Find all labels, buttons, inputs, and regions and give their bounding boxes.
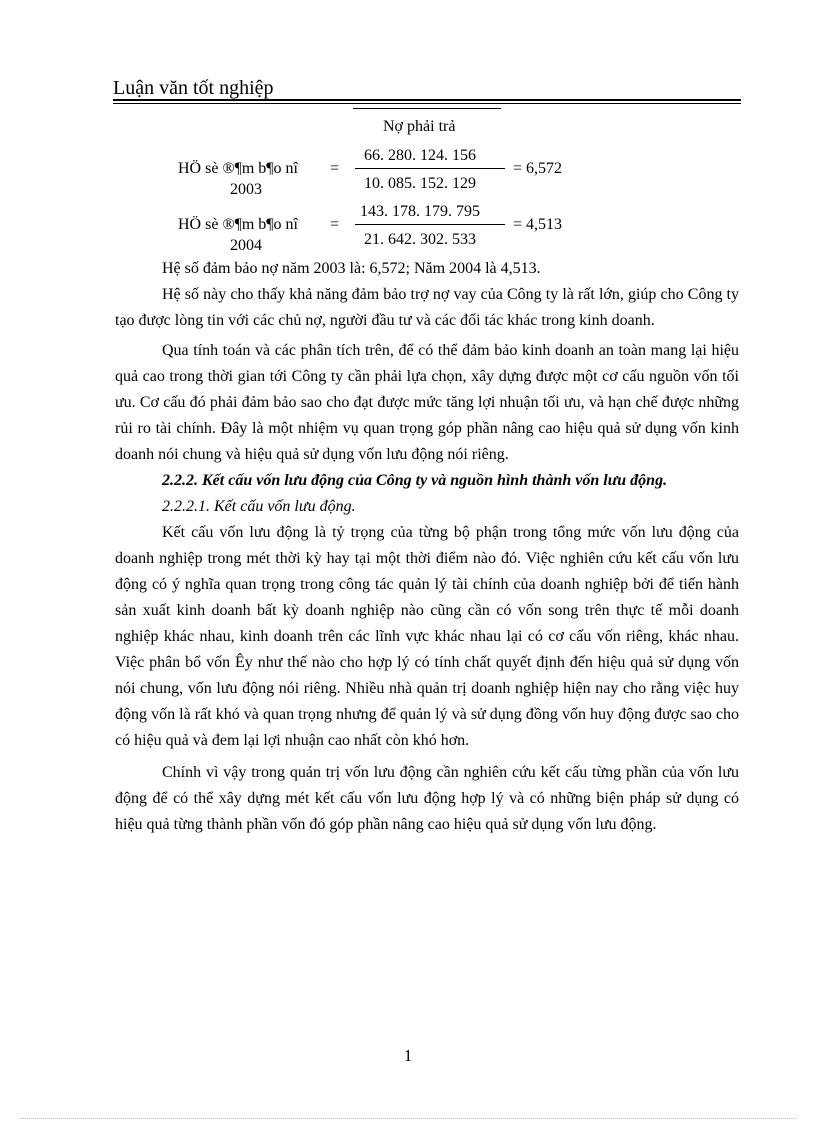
- page-number: 1: [403, 1046, 413, 1065]
- paragraph-2: Qua tính toán và các phân tích trên, để có thể đảm bảo kinh doanh an toàn mang lại hiệu quả cao trong thời gian tới Công ty cần phải lựa chọn, xây dựng được một cơ cấu nguồn vốn tối ưu. Cơ cấu đó phải đảm bảo sao cho đạt được mức tăng lợi nhuận tối ưu, và hạn chế được những rủi ro tài chính. Đây là một nhiệm vụ quan trọng góp phần nâng cao hiệu quả sử dụng vốn kinh doanh nói chung và hiệu quả sử dụng vốn lưu động nói riêng.: [115, 342, 739, 463]
- paragraph-4: Chính vì vậy trong quản trị vốn lưu động cần nghiên cứu kết cấu từng phần của vốn lưu động để có thể xây dựng mét kết cấu vốn lưu động hợp lý và có những biện pháp sử dụng có hiệu quả từng thành phần vốn đó góp phần nâng cao hiệu quả sử dụng vốn lưu động.: [115, 764, 739, 833]
- paragraph-3: Kết cấu vốn lưu động là tỷ trọng của từng bộ phận trong tổng mức vốn lưu động của doanh nghiệp trong mét thời kỳ hay tại một thời điểm nào đó. Việc nghiên cứu kết cấu vốn lưu động có ý nghĩa quan trọng trong công tác quản lý tài chính của doanh nghiệp bởi để tiến hành sản xuất kinh doanh bất kỳ doanh nghiệp nào cũng cần có vốn song trên thực tế mỗi doanh nghiệp khác nhau, kinh doanh trên các lĩnh vực khác nhau lại có cơ cấu vốn riêng, khác nhau. Việc phân bổ vốn Êy như thế nào cho hợp lý có tính chất quyết định đến hiệu quả sử dụng vốn nói chung, vốn lưu động nói riêng. Nhiều nhà quản trị doanh nghiệp hiện nay cho rằng việc huy động vốn là rất khó và quan trọng nhưng để quản lý và sử dụng đồng vốn huy động được sao cho có hiệu quả và đem lại lợi nhuận cao nhất còn khó hơn.: [115, 524, 739, 749]
- formula-2003-denominator: 10. 085. 152. 129: [364, 175, 476, 192]
- formula-2004-fraction-line: [355, 224, 505, 225]
- formula-2004-equals: =: [330, 216, 340, 233]
- formula-2003-result: = 6,572: [513, 160, 563, 177]
- formula-2004-label: HÖ sè ®¶m b¶o nî: [178, 216, 298, 233]
- formula-2004-year: 2004: [230, 237, 262, 254]
- formula-2003-numerator: 66. 280. 124. 156: [364, 147, 476, 164]
- header-rule: [113, 99, 741, 101]
- formula-2003-equals: =: [330, 160, 340, 177]
- formula-2003-fraction-line: [355, 168, 505, 169]
- formula-2003-label: HÖ sè ®¶m b¶o nî: [178, 160, 298, 177]
- formula-2004-numerator: 143. 178. 179. 795: [360, 203, 480, 220]
- summary-paragraph: Hệ số đảm bảo nợ năm 2003 là: 6,572; Năm 2004 là 4,513.: [162, 260, 541, 277]
- page-bottom-border: [20, 1118, 796, 1119]
- formula-2004-denominator: 21. 642. 302. 533: [364, 231, 476, 248]
- formula-top-label: Nợ phải trả: [383, 118, 456, 135]
- formula-top-rule: [353, 108, 501, 109]
- formula-2004-result: = 4,513: [513, 216, 563, 233]
- section-heading-2-2-2: 2.2.2. Kết cấu vốn lưu động của Công ty và nguồn hình thành vốn lưu động.: [162, 472, 668, 489]
- document-header-title: Luận văn tốt nghiệp: [113, 77, 274, 99]
- formula-2003-year: 2003: [230, 181, 262, 198]
- document-body: [115, 256, 739, 838]
- header-rule-secondary: [113, 103, 741, 104]
- subsection-heading-2-2-2-1: 2.2.2.1. Kết cấu vốn lưu động.: [162, 498, 356, 515]
- paragraph-1: Hệ số này cho thấy khả năng đảm bảo trợ nợ vay của Công ty là rất lớn, giúp cho Công ty tạo được lòng tin với các chủ nợ, người đầu tư và các đối tác khác trong kinh doanh.: [115, 286, 739, 329]
